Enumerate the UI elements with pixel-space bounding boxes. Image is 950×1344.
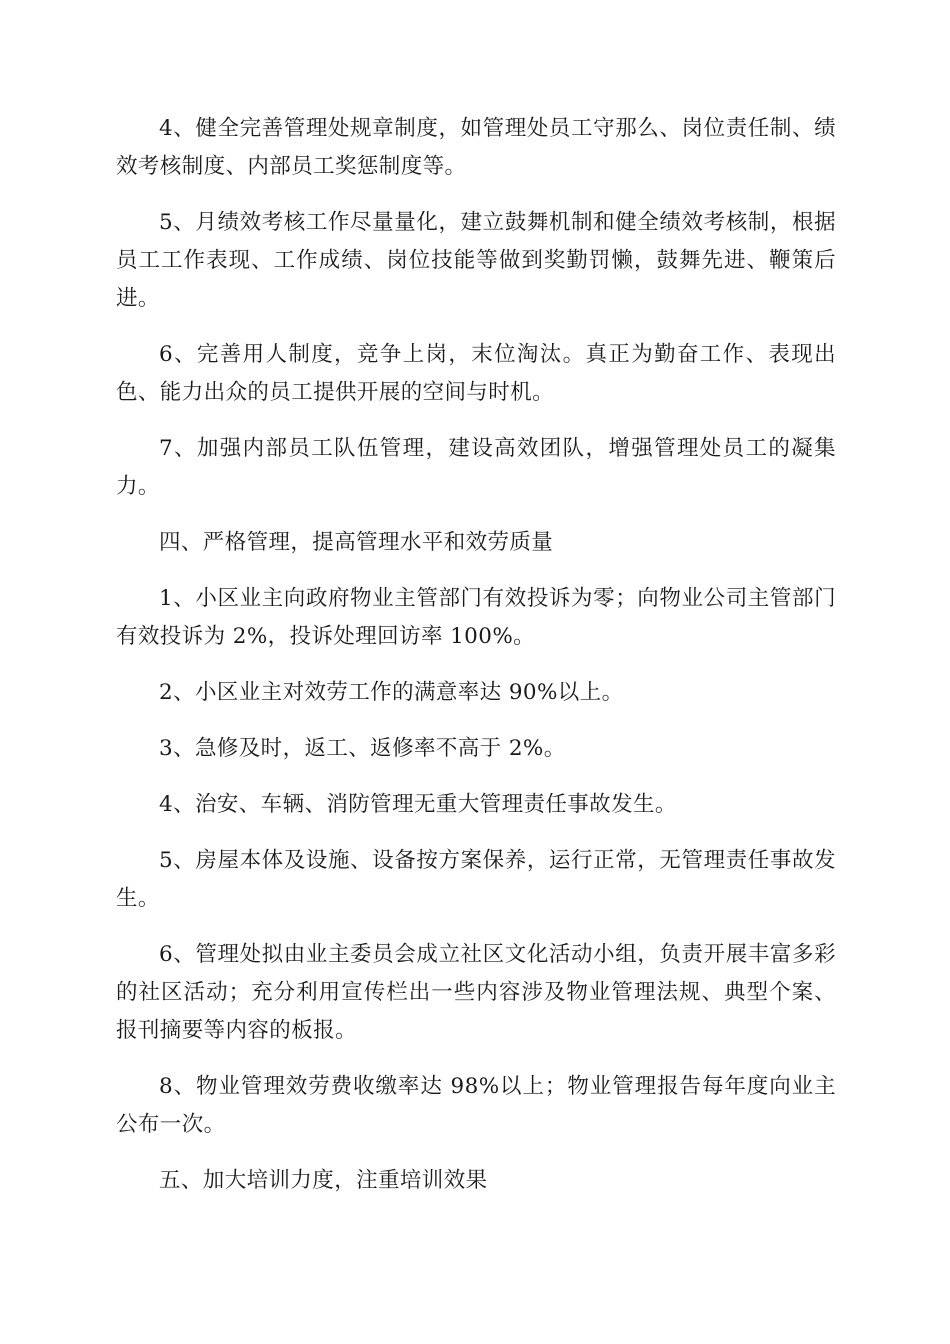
paragraph-item-2-satisfaction: 2、小区业主对效劳工作的满意率达 90%以上。 xyxy=(159,680,624,705)
paragraph-item-5-performance: 5、月绩效考核工作尽量量化，建立鼓舞机制和健全绩效考核制，根据员工工作表现、工作成绩、岗位技能等做到奖勤罚懒，鼓舞先进、鞭策后进。 xyxy=(116,210,836,311)
section-heading-5: 五、加大培训力度，注重培训效果 xyxy=(159,1168,488,1193)
paragraph-item-3-repairs: 3、急修及时，返工、返修率不高于 2%。 xyxy=(159,736,566,761)
paragraph-item-4-rules: 4、健全完善管理处规章制度，如管理处员工守那么、岗位责任制、绩效考核制度、内部员工奖惩制度等。 xyxy=(116,116,836,179)
paragraph-item-4-safety: 4、治安、车辆、消防管理无重大管理责任事故发生。 xyxy=(159,792,677,817)
document-body xyxy=(116,110,836,1218)
paragraph-item-6-employment: 6、完善用人制度，竞争上岗，末位淘汰。真正为勤奋工作、表现出色、能力出众的员工提供开展的空间与时机。 xyxy=(116,342,836,405)
paragraph-item-5-maintenance: 5、房屋本体及设施、设备按方案保养，运行正常，无管理责任事故发生。 xyxy=(116,848,836,911)
paragraph-item-1-complaints: 1、小区业主向政府物业主管部门有效投诉为零；向物业公司主管部门有效投诉为 2%，投诉处理回访率 100%。 xyxy=(116,586,836,649)
section-heading-4: 四、严格管理，提高管理水平和效劳质量 xyxy=(159,530,554,555)
paragraph-item-8-fees: 8、物业管理效劳费收缴率达 98%以上；物业管理报告每年度向业主公布一次。 xyxy=(116,1074,836,1137)
paragraph-item-6-community: 6、管理处拟由业主委员会成立社区文化活动小组，负责开展丰富多彩的社区活动；充分利用宣传栏出一些内容涉及物业管理法规、典型个案、报刊摘要等内容的板报。 xyxy=(116,942,836,1043)
paragraph-item-7-team: 7、加强内部员工队伍管理，建设高效团队，增强管理处员工的凝集力。 xyxy=(116,436,836,499)
